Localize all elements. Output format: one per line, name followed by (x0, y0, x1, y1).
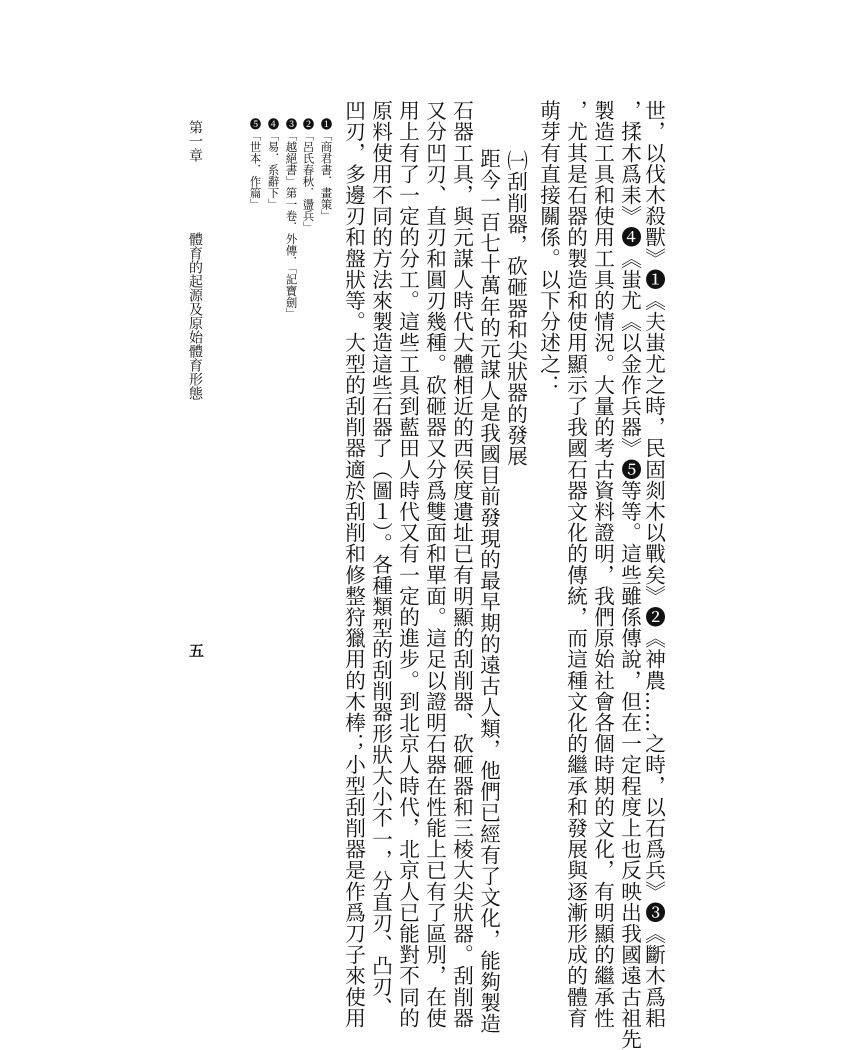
body-column-10: 用上有了一定的分工。這些工具到藍田人時代又有一定的進步。到北京人時代，北京人已能對不同的 (395, 100, 420, 1029)
body-column-4: ，尤其是石器的製造和使用顯示了我國石器文化的傳統，而這種文化的繼承和發展與逐漸形成的體育 (563, 100, 588, 1029)
chapter-title: 體育的起源及原始體育形態 (187, 232, 203, 400)
body-column-5: 萌芽有直接關係。以下分述之： (536, 100, 561, 396)
body-column-7: 距今一百七十萬年的元謀人是我國目前發現的最早期的遠古人類，他們已經有了文化，能夠製造 (476, 148, 501, 1035)
section-heading: ㈠刮削器，砍砸器和尖狀器的發展 (503, 150, 528, 467)
body-column-8: 石器工具，與元謀人時代大體相近的西侯度遺址已有明顯的刮削器、砍砸器和三棱大尖狀器。刮削器 (449, 100, 474, 1029)
footnote-1: ❶「商君書．畫策」 (319, 118, 334, 222)
body-column-3: 製造工具和使用工具的情況。大量的考古資料證明，我們原始社會各個時期的文化，有明顯的繼承性 (590, 100, 615, 1029)
body-column-12: 凹刃，多邊刃和盤狀等。大型的刮削器適於刮削和修整狩獵用的木棒；小型刮削器是作爲刀子來使用 (341, 100, 366, 1029)
footnote-3: ❸「越絕書」第一卷．外傳．「記寶劍」 (284, 118, 299, 320)
body-column-1: 世，以伐木殺獸》❶《夫蚩尤之時，民固剡木以戰矣》❷《神農……之時，以石爲兵》❸《斷木爲耜 (641, 100, 666, 1029)
footnote-5: ❺「世本．作篇」 (248, 118, 263, 210)
footnote-2: ❷「呂氏春秋．盪兵」 (301, 118, 316, 233)
page-number: 五 (187, 643, 205, 658)
body-column-2: ，揉木爲耒》❹《蚩尤《以金作兵器》❺等等。這些雖係傳說，但在一定程度上也反映出我國遠古祖先 (617, 100, 642, 1050)
footnote-4: ❹「易．系辭下」 (266, 118, 281, 210)
body-column-11: 原料使用不同的方法來製造這些石器了（圖１）。各種類型的刮削器形狀大小不一，分直刃、凸刃、 (368, 100, 393, 1019)
body-column-9: 又分凹刃、直刃和圓刃幾種。砍砸器又分爲雙面和單面。這足以證明石器在性能上已有了區別，在使 (422, 100, 447, 1029)
chapter-label: 第一章 (187, 120, 203, 162)
